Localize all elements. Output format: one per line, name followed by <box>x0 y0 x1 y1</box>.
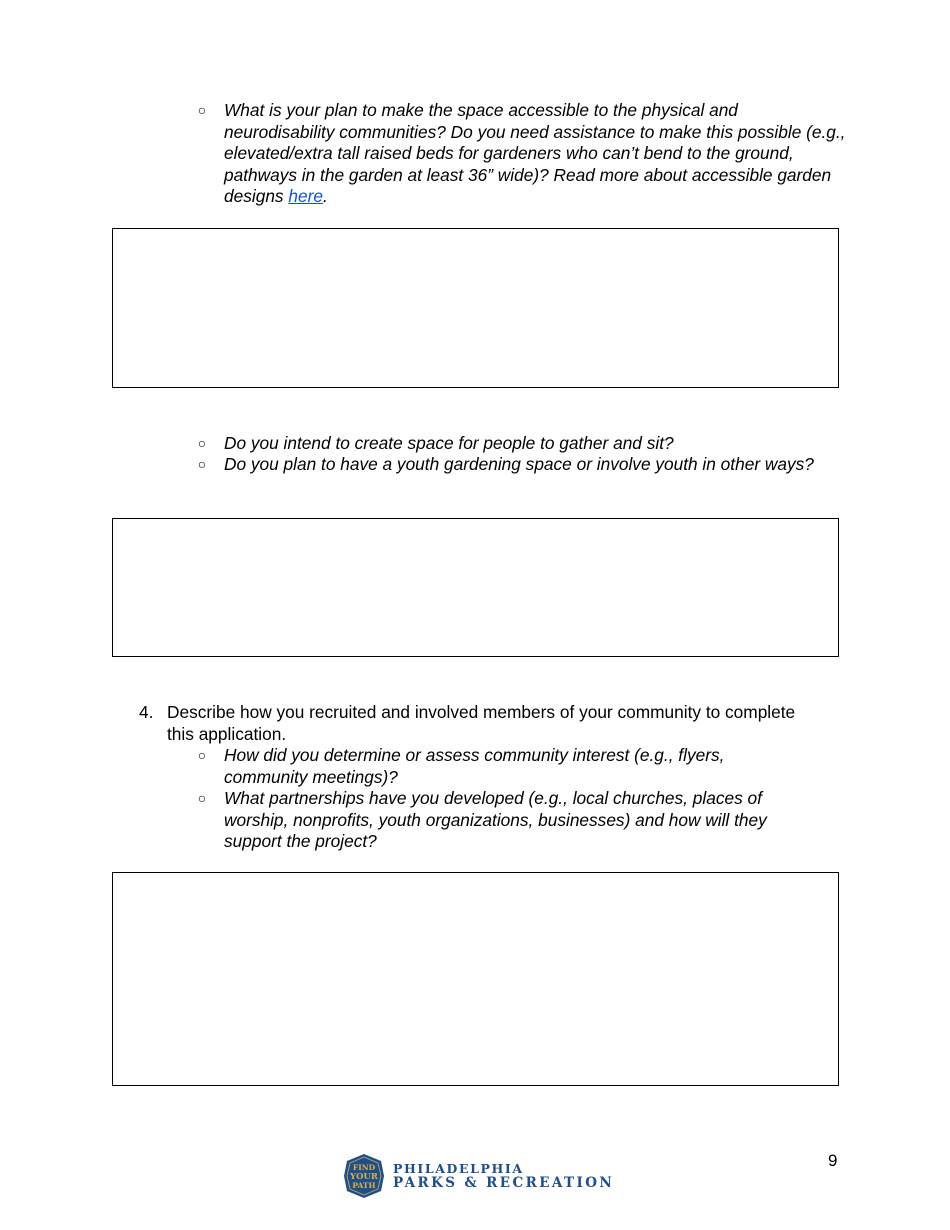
logo-word: YOUR <box>350 1172 378 1182</box>
partnerships-question: What partnerships have you developed (e.g., local churches, places of worship, nonprofits, youth organizations, businesses) and how will they support the project? <box>224 788 767 851</box>
brand-line-philadelphia: PHILADELPHIA <box>393 1161 524 1176</box>
accessibility-question <box>224 100 846 208</box>
question-trailing-period: . <box>322 186 328 206</box>
gathering-question: Do you intend to create space for people to gather and sit? <box>224 433 674 453</box>
find-your-path-logo <box>343 1153 385 1199</box>
bullet-icon: ○ <box>197 790 207 806</box>
logo-word: FIND <box>352 1163 376 1172</box>
accessibility-question-text: What is your plan to make the space accessible to the physical and neurodisability communities? Do you need assistance to make this possible (e.g., elevated/extra tall raised beds for gardeners who can’t bend to the ground, pathways in the garden at least 36” wide)? Read more about accessible garden designs <box>224 100 846 206</box>
answer-box-accessibility[interactable] <box>112 228 839 388</box>
question-4-text: Describe how you recruited and involved members of your community to complete this application. <box>167 702 796 744</box>
community-interest-question: How did you determine or assess community interest (e.g., flyers, community meetings)? <box>224 745 725 787</box>
question-number: 4. <box>139 702 154 722</box>
bullet-icon: ○ <box>197 102 207 118</box>
logo-word: PATH <box>352 1181 376 1190</box>
answer-box-gathering-youth[interactable] <box>112 518 839 657</box>
page-number: 9 <box>828 1151 838 1170</box>
bullet-icon: ○ <box>197 456 207 472</box>
youth-question: Do you plan to have a youth gardening space or involve youth in other ways? <box>224 454 814 474</box>
accessible-garden-designs-link[interactable]: here <box>288 186 323 206</box>
bullet-icon: ○ <box>197 747 207 763</box>
bullet-icon: ○ <box>197 435 207 451</box>
brand-line-parks-recreation: PARKS & RECREATION <box>393 1175 615 1191</box>
answer-box-community[interactable] <box>112 872 839 1086</box>
